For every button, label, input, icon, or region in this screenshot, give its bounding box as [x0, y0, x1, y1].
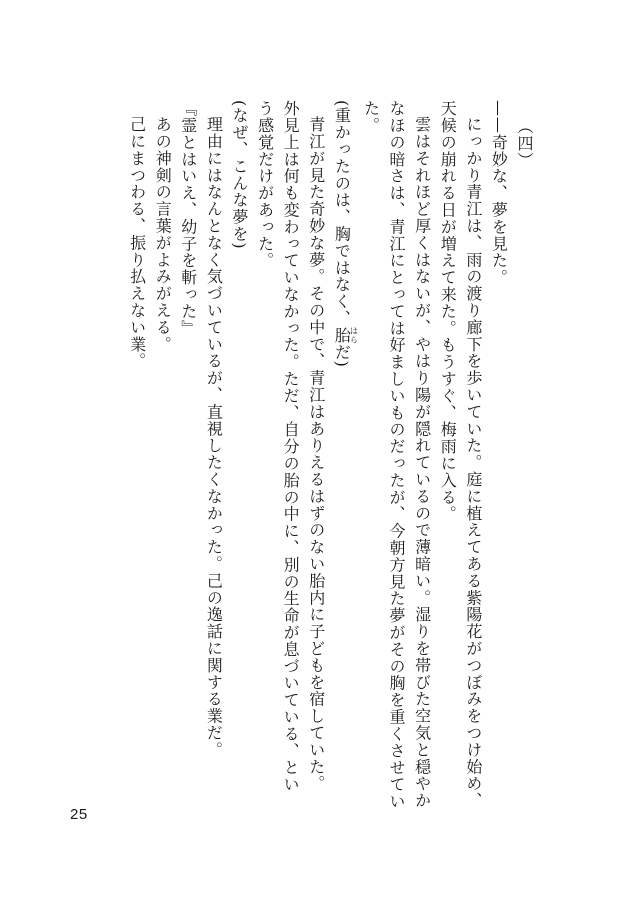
text-line: ——奇妙な、夢を見た。: [489, 100, 509, 286]
text-line: 理由にはなんとなく気づいているが、直視したくなかった。己の逸話に関する業だ。: [204, 116, 224, 759]
text-line: (なぜ、こんな夢を): [229, 100, 249, 250]
text-line: なほの暗さは、青江にとっては好ましいものだったが、今朝方見た夢がその胸を重くさせてい: [387, 100, 407, 810]
ruby-annotation: [332, 326, 359, 345]
text-line: う感覚だけがあった。: [255, 100, 275, 269]
text-line: 天候の崩れる日が増えて来た。もうすぐ、梅雨に入る。: [438, 100, 458, 523]
text-line: にっかり青江は、雨の渡り廊下を歩いていた。庭に植えてある紫陽花がつぼみをつけ始め、: [463, 116, 483, 809]
vertical-text-block: [124, 100, 537, 810]
text-line: た。: [361, 100, 381, 134]
ruby-reading: はら: [349, 326, 359, 345]
ruby-base: 胎: [332, 326, 352, 345]
text-line: 外見上は何も変わっていなかった。ただ、自分の胎の中に、別の生命が息づいている、とい: [281, 100, 301, 793]
text-line: 己にまつわる、振り払えない業。: [127, 116, 147, 370]
text-line-with-ruby: (重かったのは、胸ではなく、胎はらだ): [332, 100, 359, 368]
page-number: 25: [70, 806, 88, 823]
chapter-heading: （四）: [515, 118, 534, 169]
text-line: 『霊とはいえ、幼子を斬った』: [178, 100, 198, 337]
text-line: あの神剣の言葉がよみがえる。: [153, 116, 173, 353]
text-line: 青江が見た奇妙な夢。その中で、青江はありえるはずのない胎内に子どもを宿していた。: [306, 116, 326, 792]
text-line: 雲はそれほど厚くはないが、やはり陽が隠れているので薄暗い。湿りを帯びた空気と穏やか: [412, 116, 432, 809]
